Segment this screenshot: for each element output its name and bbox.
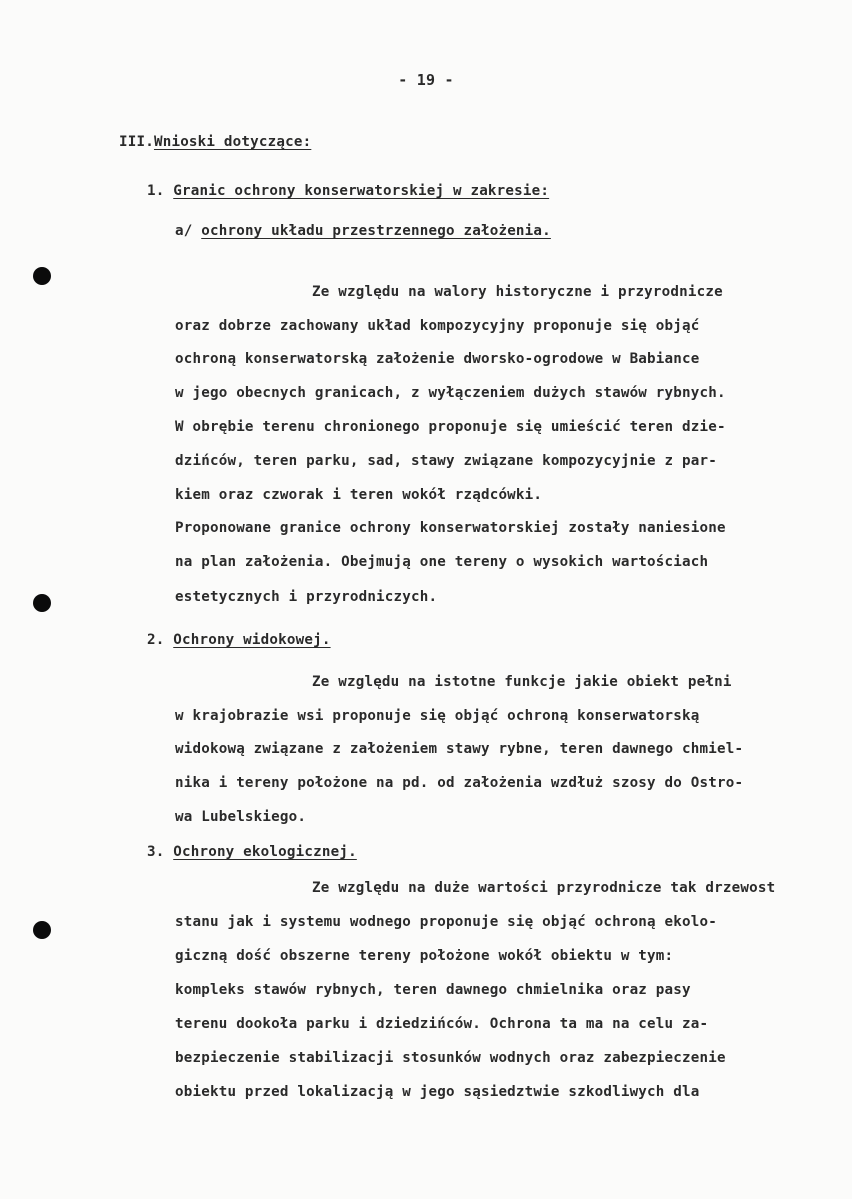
- subitem-title: ochrony układu przestrzennego założenia.: [201, 223, 551, 239]
- item-2-heading: [147, 632, 331, 648]
- paragraph-line: wa Lubelskiego.: [175, 809, 307, 825]
- paragraph-line: Ze względu na istotne funkcje jakie obiekt pełni: [312, 674, 732, 690]
- punch-hole: [33, 267, 51, 285]
- subitem-prefix: a/: [175, 223, 193, 239]
- paragraph-line: Proponowane granice ochrony konserwatorskiej zostały naniesione: [175, 520, 726, 536]
- paragraph-line: Ze względu na duże wartości przyrodnicze tak drzewost: [312, 880, 776, 896]
- section-heading: [119, 134, 311, 150]
- item-1a-heading: [175, 223, 551, 239]
- paragraph-line: estetycznych i przyrodniczych.: [175, 589, 438, 605]
- paragraph-line: ochroną konserwatorską założenie dworsko-ogrodowe w Babiance: [175, 351, 700, 367]
- item-title: Granic ochrony konserwatorskiej w zakresie:: [173, 183, 550, 199]
- paragraph-line: Ze względu na walory historyczne i przyrodnicze: [312, 284, 723, 300]
- paragraph-line: stanu jak i systemu wodnego proponuje się objąć ochroną ekolo-: [175, 914, 717, 930]
- item-number: 1.: [147, 183, 165, 199]
- paragraph-line: W obrębie terenu chronionego proponuje się umieścić teren dzie-: [175, 419, 726, 435]
- item-number: 2.: [147, 632, 165, 648]
- paragraph-line: w jego obecnych granicach, z wyłączeniem dużych stawów rybnych.: [175, 385, 726, 401]
- section-title: Wnioski dotyczące:: [153, 134, 312, 150]
- paragraph-line: kompleks stawów rybnych, teren dawnego chmielnika oraz pasy: [175, 982, 691, 998]
- paragraph-line: bezpieczenie stabilizacji stosunków wodnych oraz zabezpieczenie: [175, 1050, 726, 1066]
- section-number: III.: [119, 134, 154, 150]
- paragraph-line: nika i tereny położone na pd. od założenia wzdłuż szosy do Ostro-: [175, 775, 744, 791]
- paragraph-line: widokową związane z założeniem stawy rybne, teren dawnego chmiel-: [175, 741, 744, 757]
- paragraph-line: oraz dobrze zachowany układ kompozycyjny proponuje się objąć: [175, 318, 700, 334]
- item-number: 3.: [147, 844, 165, 860]
- paragraph-line: dzińców, teren parku, sad, stawy związane kompozycyjnie z par-: [175, 453, 717, 469]
- paragraph-line: obiektu przed lokalizacją w jego sąsiedztwie szkodliwych dla: [175, 1084, 700, 1100]
- item-1-heading: [147, 183, 549, 199]
- paragraph-line: kiem oraz czworak i teren wokół rządcówki.: [175, 487, 543, 503]
- punch-hole: [33, 921, 51, 939]
- item-title: Ochrony ekologicznej.: [173, 844, 357, 860]
- punch-hole: [33, 594, 51, 612]
- item-title: Ochrony widokowej.: [173, 632, 331, 648]
- paragraph-line: giczną dość obszerne tereny położone wokół obiektu w tym:: [175, 948, 674, 964]
- item-3-heading: [147, 844, 357, 860]
- paragraph-line: w krajobrazie wsi proponuje się objąć ochroną konserwatorską: [175, 708, 700, 724]
- paragraph-line: terenu dookoła parku i dziedzińców. Ochrona ta ma na celu za-: [175, 1016, 709, 1032]
- paragraph-line: na plan założenia. Obejmują one tereny o wysokich wartościach: [175, 554, 709, 570]
- page-number: - 19 -: [398, 71, 454, 89]
